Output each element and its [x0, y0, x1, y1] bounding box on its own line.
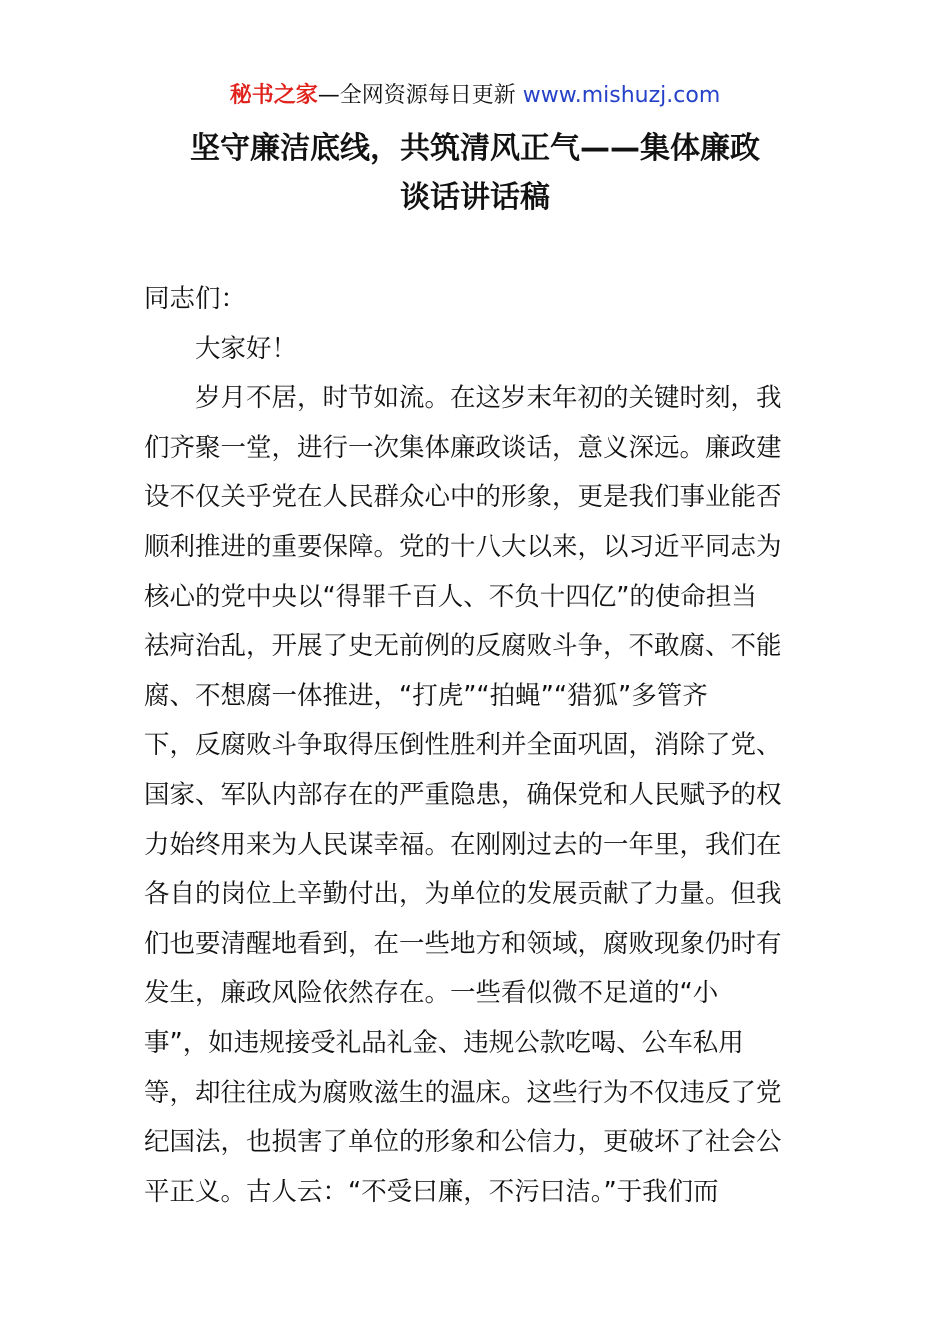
paragraph-line: 下，反腐败斗争取得压倒性胜利并全面巩固，消除了党、 [144, 730, 782, 761]
paragraph-line: 事”，如违规接受礼品礼金、违规公款吃喝、公车私用 [144, 1027, 744, 1058]
header-banner [0, 80, 950, 112]
salutation: 同志们： [144, 284, 247, 314]
paragraph-line: 祛疴治乱，开展了史无前例的反腐败斗争，不敢腐、不能 [144, 631, 782, 662]
paragraph-line: 各自的岗位上辛勤付出，为单位的发展贡献了力量。但我 [144, 879, 782, 910]
paragraph-line: 们齐聚一堂，进行一次集体廉政谈话，意义深远。廉政建 [144, 432, 782, 463]
paragraph-line: 们也要清醒地看到，在一些地方和领域，腐败现象仍时有 [144, 928, 782, 959]
title-line-1: 坚守廉洁底线，共筑清风正气——集体廉政 [190, 131, 760, 166]
paragraph-line: 平正义。古人云：“不受曰廉，不污曰洁。”于我们而 [144, 1176, 719, 1207]
paragraph-line: 腐、不想腐一体推进，“打虎”“拍蝇”“猎狐”多管齐 [144, 680, 708, 711]
paragraph-line: 纪国法，也损害了单位的形象和公信力，更破坏了社会公 [144, 1127, 782, 1158]
paragraph-line: 发生，廉政风险依然存在。一些看似微不足道的“小 [144, 978, 719, 1009]
document-body [144, 275, 824, 1217]
paragraph-line: 顺利推进的重要保障。党的十八大以来，以习近平同志为 [144, 531, 782, 562]
greeting: 大家好！ [195, 333, 298, 364]
paragraph-line: 力始终用来为人民谋幸福。在刚刚过去的一年里，我们在 [144, 829, 782, 860]
document-title [100, 124, 850, 222]
paragraph-line: 设不仅关乎党在人民群众心中的形象，更是我们事业能否 [144, 482, 782, 513]
title-line-2: 谈话讲话稿 [400, 180, 550, 215]
paragraph-line: 岁月不居，时节如流。在这岁末年初的关键时刻，我 [195, 383, 782, 414]
paragraph-line: 核心的党中央以“得罪千百人、不负十四亿”的使命担当 [144, 581, 757, 612]
site-url-link[interactable]: www.mishuzj.com [522, 83, 721, 108]
paragraph-line: 等，却往往成为腐败滋生的温床。这些行为不仅违反了党 [144, 1077, 782, 1108]
paragraph-line: 国家、军队内部存在的严重隐患，确保党和人民赋予的权 [144, 779, 782, 810]
header-slogan: —全网资源每日更新 [317, 83, 523, 108]
brand-name: 秘书之家 [229, 83, 318, 108]
